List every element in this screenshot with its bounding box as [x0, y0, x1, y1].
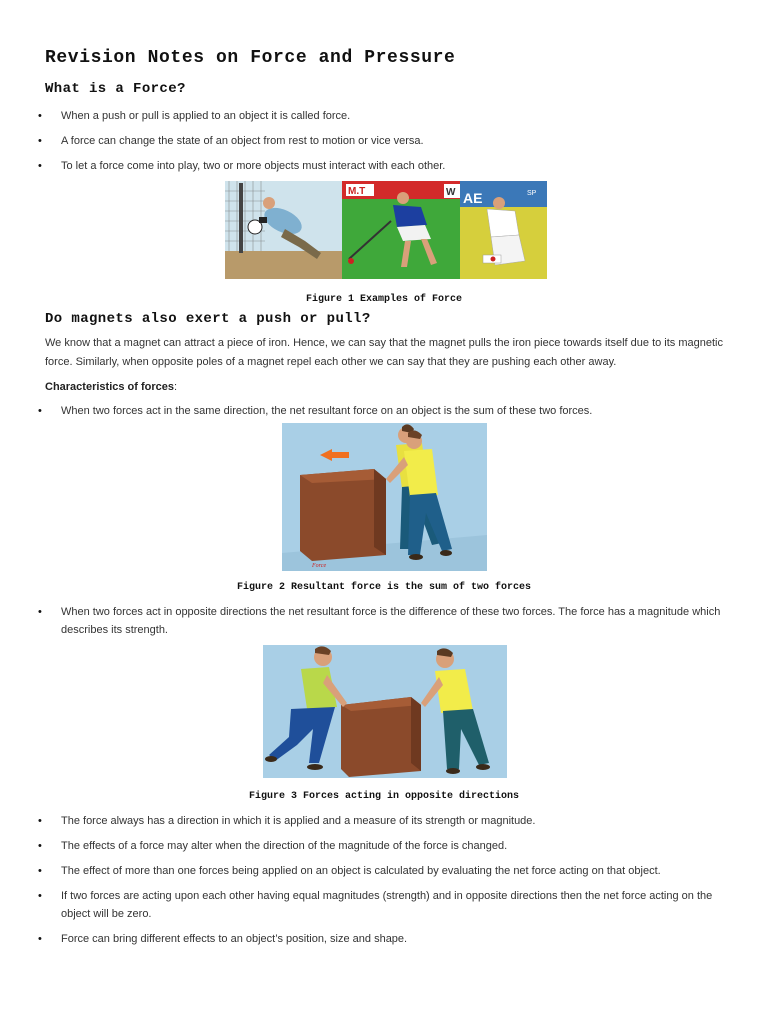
page-title: Revision Notes on Force and Pressure	[45, 48, 456, 68]
sign-ae: AE	[463, 190, 483, 206]
figure-2-resultant-force	[282, 423, 487, 571]
hockey-player-illustration	[342, 181, 460, 279]
figure-3-caption: Figure 3 Forces acting in opposite directions	[248, 791, 520, 802]
list-item: • When two forces act in opposite directions the net resultant force is the difference of these two forces. The force has a magnitude which describes its strength.	[0, 603, 723, 639]
figure-1-examples-of-force	[225, 181, 547, 279]
figure-1-caption: Figure 1 Examples of Force	[305, 294, 463, 305]
section-heading-magnets: Do magnets also exert a push or pull?	[45, 311, 371, 327]
magnets-paragraph: We know that a magnet can attract a piece of iron. Hence, we can say that the magnet pulls the iron piece towards itself due to its magnetic force. Similarly, when opposite poles of a magnet repel each other we can say that they are pushing each other away.	[45, 337, 723, 368]
cricket-fielder-illustration	[460, 181, 547, 279]
list-item: • Force can bring different effects to an object’s position, size and shape.	[0, 930, 723, 948]
sign-w: W	[446, 187, 456, 198]
figure-3-opposite-forces	[263, 645, 507, 778]
section-heading-what-is-force: What is a Force?	[45, 81, 186, 97]
bullet-list-same-direction	[0, 402, 723, 420]
list-item: • A force can change the state of an object from rest to motion or vice versa.	[0, 132, 723, 150]
characteristics-colon: :	[174, 381, 178, 393]
figure-2-caption: Figure 2 Resultant force is the sum of two forces	[236, 582, 532, 593]
list-item: • When two forces act in the same direction, the net resultant force on an object is the sum of these two forces.	[0, 402, 723, 420]
list-item: • If two forces are acting upon each other having equal magnitudes (strength) and in opposite directions then the net force acting on the object will be zero.	[0, 887, 723, 923]
list-item: • The effect of more than one forces being applied on an object is calculated by evaluating the net force acting on that object.	[0, 862, 723, 880]
list-item: • To let a force come into play, two or more objects must interact with each other.	[0, 157, 723, 175]
goalkeeper-illustration	[225, 181, 342, 279]
bullet-list-force-properties	[0, 812, 723, 948]
sign-mt: M.T	[348, 186, 366, 197]
bullet-list-force-definition	[0, 107, 723, 175]
list-item: • The effects of a force may alter when the direction of the magnitude of the force is changed.	[0, 837, 723, 855]
force-label: Force	[312, 563, 327, 569]
characteristics-label: Characteristics of forces	[45, 381, 174, 393]
bullet-list-opposite-direction	[0, 603, 723, 639]
list-item: • The force always has a direction in which it is applied and a measure of its strength or magnitude.	[0, 812, 723, 830]
list-item: • When a push or pull is applied to an object it is called force.	[0, 107, 723, 125]
characteristics-label-line	[45, 378, 723, 397]
sign-sp: SP	[527, 190, 537, 197]
